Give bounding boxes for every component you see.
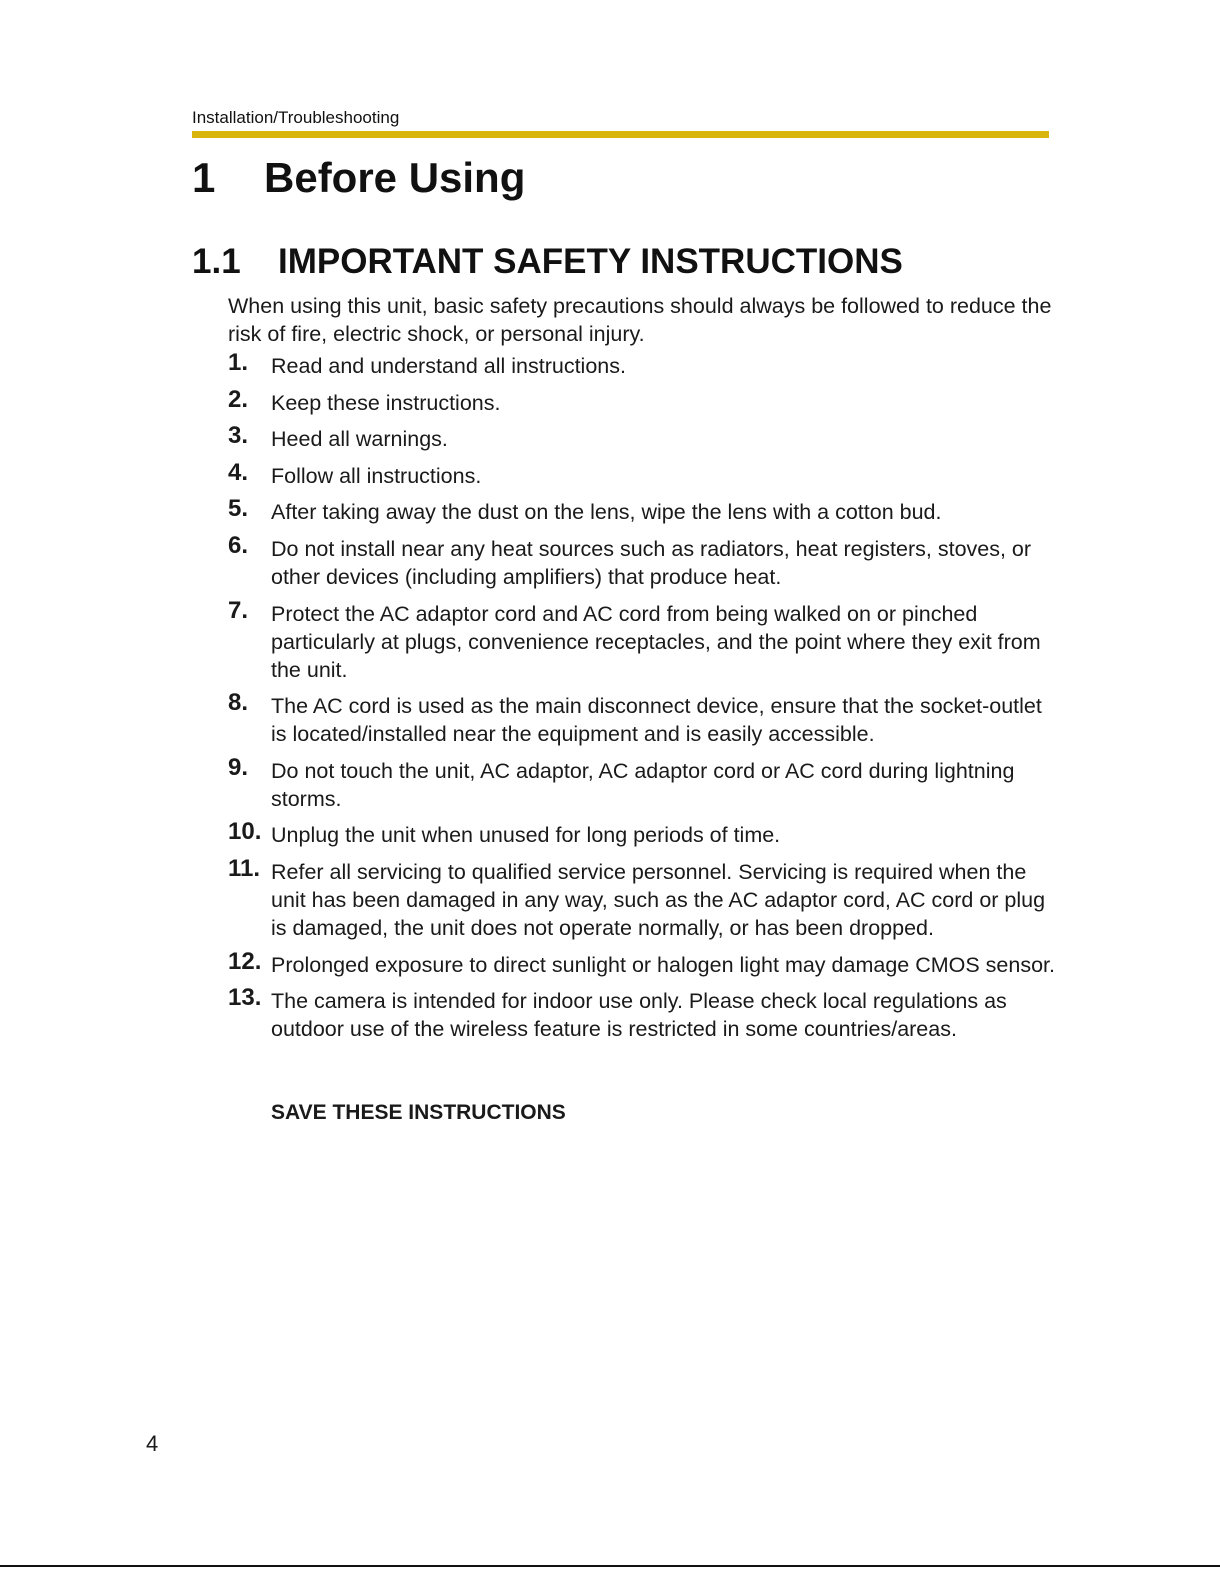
item-text: Heed all warnings.	[271, 427, 448, 452]
list-item	[228, 596, 1058, 684]
item-text: Read and understand all instructions.	[271, 354, 626, 378]
list-item	[228, 689, 1058, 748]
item-number: 6.	[228, 531, 249, 559]
item-number: 12.	[228, 947, 262, 975]
item-number: 4.	[228, 458, 249, 486]
item-number: 2.	[228, 385, 249, 413]
item-text: Do not touch the unit, AC adaptor, AC adaptor cord or AC cord during lightning storms.	[271, 758, 1015, 811]
item-text: Protect the AC adaptor cord and AC cord from being walked on or pinched particularly at plugs, convenience receptacles, and the point where they exit from the unit.	[271, 601, 1041, 682]
item-number: 5.	[228, 495, 249, 523]
list-item	[228, 984, 1058, 1043]
list-item	[228, 458, 1058, 490]
page-number: 4	[146, 1431, 159, 1456]
save-notice: SAVE THESE INSTRUCTIONS	[271, 1101, 566, 1124]
chapter-heading	[192, 154, 525, 202]
list-item	[228, 349, 1058, 380]
list-item	[228, 854, 1058, 942]
item-text: Refer all servicing to qualified service personnel. Servicing is required when the unit has been damaged in any way, such as the AC adaptor cord, AC cord or plug is damaged, the unit does not operate normally, or has been dropped.	[271, 859, 1046, 940]
item-number: 7.	[228, 596, 249, 624]
item-text: The camera is intended for indoor use only. Please check local regulations as outdoor use of the wireless feature is restricted in some countries/areas.	[271, 989, 1007, 1042]
list-item	[228, 422, 1058, 453]
item-number: 11.	[228, 854, 261, 882]
section-title: IMPORTANT SAFETY INSTRUCTIONS	[278, 242, 903, 281]
item-number: 1.	[228, 349, 249, 376]
item-text: Follow all instructions.	[271, 463, 482, 488]
item-text: Do not install near any heat sources such as radiators, heat registers, stoves, or other devices (including amplifiers) that produce heat.	[271, 536, 1032, 589]
item-text: Prolonged exposure to direct sunlight or halogen light may damage CMOS sensor.	[271, 952, 1055, 977]
item-number: 8.	[228, 689, 249, 717]
item-text: The AC cord is used as the main disconnect device, ensure that the socket-outlet is located/installed near the equipment and is easily accessible.	[271, 694, 1042, 747]
chapter-number: 1	[192, 154, 216, 201]
section-number: 1.1	[192, 242, 241, 281]
section-heading	[192, 242, 903, 282]
list-item	[228, 495, 1058, 526]
header-rule	[192, 131, 1049, 138]
item-text: After taking away the dust on the lens, wipe the lens with a cotton bud.	[271, 500, 942, 525]
list-item	[228, 753, 1058, 813]
list-item	[228, 385, 1058, 417]
intro-paragraph: When using this unit, basic safety precautions should always be followed to reduce the risk of fire, electric shock, or personal injury.	[228, 294, 1052, 346]
page-bottom-border	[0, 1565, 1220, 1567]
item-number: 3.	[228, 422, 249, 450]
list-item	[228, 818, 1058, 849]
list-item	[228, 947, 1058, 979]
item-number: 10.	[228, 818, 262, 846]
item-number: 13.	[228, 984, 262, 1012]
instruction-list	[228, 349, 1058, 1052]
item-text: Keep these instructions.	[271, 390, 501, 415]
chapter-title: Before Using	[264, 154, 526, 201]
item-number: 9.	[228, 753, 249, 781]
list-item	[228, 531, 1058, 591]
item-text: Unplug the unit when unused for long periods of time.	[271, 823, 781, 848]
running-header: Installation/Troubleshooting	[192, 108, 400, 127]
